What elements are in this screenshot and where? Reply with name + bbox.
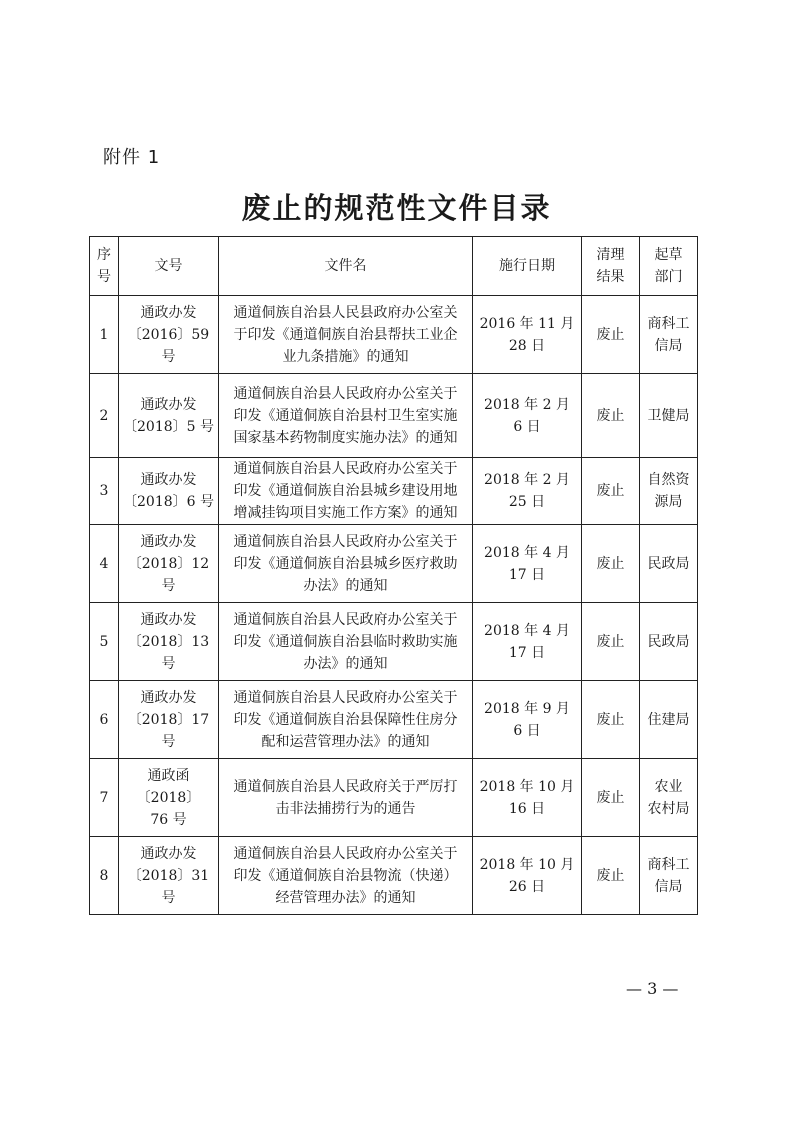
table-row (90, 837, 698, 915)
cell-line: 通政办发 (140, 472, 197, 488)
cell-line: 通道侗族自治县人民政府关于严厉打 (233, 778, 458, 795)
cell-result: 废止 (582, 681, 640, 759)
cell-line: 印发《通道侗族自治县城乡医疗救助 (233, 555, 458, 572)
cell-name (219, 296, 473, 374)
cell-line: 业九条措施》的通知 (282, 348, 409, 365)
cell-doc-no (119, 759, 219, 837)
cell-line: 17 日 (508, 644, 546, 661)
cell-line: 结果 (596, 269, 625, 285)
cell-no: 2 (90, 374, 119, 458)
cell-line: 17 日 (508, 566, 546, 583)
cell-line: 部门 (654, 269, 683, 285)
cell-line: 〔2018〕13 (127, 633, 210, 650)
cell-line: 源局 (654, 494, 683, 510)
cell-line: 信局 (654, 337, 683, 354)
cell-line: 民政局 (647, 633, 690, 650)
cell-line: 住建局 (647, 711, 690, 728)
cell-line: 2018 年 2 月 (484, 396, 570, 413)
cell-doc-no (119, 837, 219, 915)
cell-dept (640, 681, 698, 759)
cell-line: 16 日 (508, 800, 546, 817)
cell-line: 印发《通道侗族自治县城乡建设用地 (233, 483, 458, 499)
cell-line: 〔2018〕12 (127, 555, 210, 572)
cell-line: 通政办发 (140, 611, 197, 628)
cell-date (473, 759, 582, 837)
cell-dept (640, 296, 698, 374)
cell-line: 26 日 (508, 878, 546, 895)
cell-line: 2018 年 10 月 (479, 856, 575, 873)
cell-line: 号 (97, 269, 111, 285)
cell-line: 〔2018〕5 号 (123, 418, 214, 435)
cell-result: 废止 (582, 458, 640, 525)
cell-doc-no (119, 681, 219, 759)
cell-line: 6 日 (513, 722, 541, 739)
table-row (90, 681, 698, 759)
cell-line: 印发《通道侗族自治县保障性住房分 (233, 711, 458, 728)
cell-dept (640, 759, 698, 837)
header-date (473, 237, 582, 296)
cell-result: 废止 (582, 374, 640, 458)
cell-line: 经营管理办法》的通知 (275, 889, 416, 906)
cell-doc-no (119, 296, 219, 374)
cell-line: 农村局 (647, 800, 690, 817)
table-body (90, 296, 698, 915)
cell-dept (640, 603, 698, 681)
cell-line: 文号 (154, 258, 183, 274)
cell-line: 印发《通道侗族自治县物流（快递） (233, 867, 458, 884)
cell-line: 农业 (654, 778, 683, 795)
cell-doc-no (119, 525, 219, 603)
cell-line: 信局 (654, 878, 683, 895)
table-row (90, 603, 698, 681)
cell-line: 〔2018〕 (136, 789, 201, 806)
cell-name (219, 603, 473, 681)
cell-date (473, 374, 582, 458)
cell-result: 废止 (582, 525, 640, 603)
cell-result: 废止 (582, 837, 640, 915)
cell-date (473, 525, 582, 603)
cell-name (219, 374, 473, 458)
cell-line: 号 (161, 655, 176, 672)
cell-no: 5 (90, 603, 119, 681)
header-name (219, 237, 473, 296)
cell-line: 通政办发 (140, 304, 197, 321)
cell-doc-no (119, 374, 219, 458)
cell-line: 商科工 (647, 856, 690, 873)
cell-line: 办法》的通知 (303, 655, 388, 672)
cell-doc-no (119, 458, 219, 525)
cell-dept (640, 525, 698, 603)
page-number: — 3 — (626, 979, 679, 998)
cell-line: 自然资 (647, 472, 690, 488)
table-row (90, 374, 698, 458)
cell-line: 施行日期 (499, 258, 555, 274)
cell-date (473, 837, 582, 915)
cell-line: 通道侗族自治县人民政府办公室关于 (233, 385, 458, 402)
cell-name (219, 525, 473, 603)
table-row (90, 296, 698, 374)
cell-line: 清理 (596, 247, 625, 263)
cell-no: 8 (90, 837, 119, 915)
cell-line: 〔2018〕6 号 (123, 494, 214, 510)
cell-result: 废止 (582, 296, 640, 374)
cell-line: 2018 年 4 月 (484, 622, 570, 639)
header-doc-no (119, 237, 219, 296)
cell-name (219, 458, 473, 525)
cell-no: 7 (90, 759, 119, 837)
cell-result: 废止 (582, 759, 640, 837)
cell-line: 通道侗族自治县人民政府办公室关于 (233, 461, 458, 477)
cell-dept (640, 458, 698, 525)
cell-line: 民政局 (647, 555, 690, 572)
cell-line: 通政办发 (140, 689, 197, 706)
cell-line: 通政办发 (140, 533, 197, 550)
cell-dept (640, 837, 698, 915)
cell-line: 通道侗族自治县人民政府办公室关于 (233, 533, 458, 550)
header-result (582, 237, 640, 296)
cell-line: 2016 年 11 月 (479, 315, 575, 332)
cell-line: 起草 (654, 247, 683, 263)
cell-date (473, 603, 582, 681)
cell-no: 3 (90, 458, 119, 525)
cell-line: 通道侗族自治县人民政府办公室关于 (233, 611, 458, 628)
cell-date (473, 458, 582, 525)
cell-line: 2018 年 2 月 (484, 472, 570, 488)
cell-name (219, 759, 473, 837)
cell-doc-no (119, 603, 219, 681)
cell-line: 卫健局 (647, 407, 690, 424)
cell-line: 印发《通道侗族自治县临时救助实施 (233, 633, 458, 650)
cell-line: 2018 年 9 月 (484, 700, 570, 717)
cell-line: 28 日 (508, 337, 546, 354)
cell-line: 于印发《通道侗族自治县帮扶工业企 (233, 326, 458, 343)
cell-line: 通政办发 (140, 396, 197, 413)
cell-line: 序 (97, 247, 111, 263)
cell-line: 配和运营管理办法》的通知 (261, 733, 430, 750)
cell-line: 25 日 (508, 494, 546, 510)
abolished-documents-table (89, 236, 698, 915)
cell-line: 增减挂钩项目实施工作方案》的通知 (233, 505, 458, 521)
cell-line: 〔2016〕59 (127, 326, 210, 343)
cell-line: 通道侗族自治县人民政府办公室关于 (233, 689, 458, 706)
attachment-label: 附件 1 (103, 147, 161, 168)
cell-line: 印发《通道侗族自治县村卫生室实施 (233, 407, 458, 424)
cell-no: 4 (90, 525, 119, 603)
cell-no: 1 (90, 296, 119, 374)
table-row (90, 525, 698, 603)
cell-line: 文件名 (324, 258, 367, 274)
cell-line: 〔2018〕17 (127, 711, 210, 728)
table-header-row (90, 237, 698, 296)
cell-line: 击非法捕捞行为的通告 (275, 800, 416, 817)
cell-line: 6 日 (513, 418, 541, 435)
cell-line: 商科工 (647, 315, 690, 332)
cell-line: 号 (161, 733, 176, 750)
cell-line: 通政函 (147, 767, 190, 784)
cell-line: 通道侗族自治县人民县政府办公室关 (233, 304, 458, 321)
page-title: 废止的规范性文件目录 (241, 191, 552, 225)
cell-dept (640, 374, 698, 458)
header-no (90, 237, 119, 296)
cell-line: 〔2018〕31 (127, 867, 210, 884)
cell-line: 2018 年 10 月 (479, 778, 575, 795)
cell-name (219, 681, 473, 759)
cell-name (219, 837, 473, 915)
cell-result: 废止 (582, 603, 640, 681)
cell-no: 6 (90, 681, 119, 759)
cell-line: 号 (161, 889, 176, 906)
cell-line: 2018 年 4 月 (484, 544, 570, 561)
cell-date (473, 681, 582, 759)
table-row (90, 458, 698, 525)
cell-line: 通道侗族自治县人民政府办公室关于 (233, 845, 458, 862)
header-dept (640, 237, 698, 296)
cell-line: 国家基本药物制度实施办法》的通知 (233, 429, 458, 446)
cell-line: 号 (161, 577, 176, 594)
cell-line: 办法》的通知 (303, 577, 388, 594)
cell-line: 号 (161, 348, 176, 365)
cell-line: 76 号 (150, 811, 187, 828)
table-row (90, 759, 698, 837)
cell-line: 通政办发 (140, 845, 197, 862)
cell-date (473, 296, 582, 374)
